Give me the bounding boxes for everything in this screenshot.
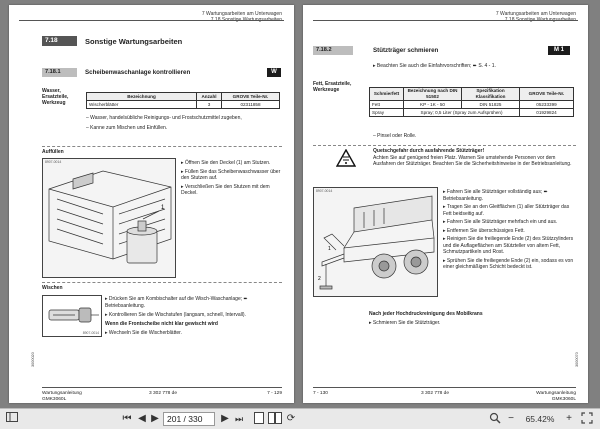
table-header: Anzahl xyxy=(197,93,222,101)
section-number: 7.18 xyxy=(42,36,77,46)
table-cell: 01929824 xyxy=(520,109,574,117)
list-item: – Wasser, handelsübliche Reinigungs- und Frostschutzmittel zugeben, xyxy=(86,115,242,121)
two-pages-icon xyxy=(268,412,282,424)
conditional-heading: Wenn die Frontscheibe nicht klar gewischt wird xyxy=(105,320,218,327)
page-right xyxy=(303,5,588,403)
divider xyxy=(42,282,282,283)
table-cell: Wischerblätter xyxy=(87,101,197,109)
zoom-level[interactable]: 65.42% xyxy=(525,414,555,424)
list-item-text: Wechseln Sie die Wischerblätter. xyxy=(108,330,182,336)
materials-label: Wasser, Ersatzteile, Werkzeug xyxy=(42,88,69,106)
list-item-text: Fahren Sie alle Stützträger mehrfach ein und aus. xyxy=(446,219,558,225)
wipe-label: Wischen xyxy=(42,285,63,291)
outrigger-figure xyxy=(313,187,438,297)
warning-block xyxy=(373,148,573,168)
lubricant-table xyxy=(369,87,574,117)
header-rule xyxy=(19,20,284,21)
subsection-number: 7.18.1 xyxy=(42,68,77,77)
page-header xyxy=(202,11,282,23)
list-item-text: Tragen Sie an den Gleitflächen (1) aller Stützträger das Fett beidseitig auf. xyxy=(443,204,570,217)
table-header: Bezeichnung xyxy=(87,93,197,101)
figure-id: 8907-0014 xyxy=(316,189,333,193)
margin-code: 3000020 xyxy=(31,352,35,367)
sidebar-toggle-icon[interactable] xyxy=(4,412,20,426)
last-page-button[interactable]: ⏭ xyxy=(234,414,244,424)
list-item-text: Drücken Sie am Kombischalter auf die Wisch-Waschanlage; ➨ Betriebsanleitung. xyxy=(105,296,248,309)
next-page-button-2[interactable]: ▶ xyxy=(221,413,229,424)
footer-doc-number: 3 302 778 de xyxy=(421,391,450,396)
footer-manual-title: Wartungsanleitung xyxy=(536,391,576,396)
list-item-text: Schmieren Sie die Stützträger. xyxy=(372,319,441,326)
figure-id: 8907-0014 xyxy=(45,160,62,164)
list-item: ▸ Fahren Sie alle Stützträger mehrfach ein und aus. xyxy=(443,219,558,225)
zoom-tool-icon[interactable] xyxy=(488,412,502,426)
list-item: ▸ Drücken Sie am Kombischalter auf die Wisch-Waschanlage; ➨ Betriebsanleitung. xyxy=(105,296,248,309)
page-number: 7 - 130 xyxy=(313,391,328,396)
header-line-2: 7.18 Sonstige Wartungsarbeiten xyxy=(504,17,576,23)
header-rule xyxy=(313,20,578,21)
list-item: ▸ Entfernen Sie überschüssiges Fett. xyxy=(443,227,525,234)
list-item-text: Fahren Sie alle Stützträger vollständig aus; ➨ Betriebsanleitung. xyxy=(443,189,548,202)
section-title: Sonstige Wartungsarbeiten xyxy=(85,37,183,46)
rotate-icon[interactable]: ⟳ xyxy=(286,413,296,424)
divider xyxy=(313,145,576,146)
table-cell: 05233399 xyxy=(520,101,574,109)
washer-reservoir-drawing xyxy=(43,159,176,278)
table-cell: Spray; 0,5 Liter (Spray zum Aufsprühen) xyxy=(404,109,520,117)
crane-outrigger-drawing xyxy=(314,188,438,297)
sidebar-icon xyxy=(6,412,18,422)
list-item: ▸ Füllen Sie das Scheibenwaschwasser über den Stutzen auf. xyxy=(181,168,281,181)
list-item: ▸ Reinigen Sie die freiliegende Ende (2) des Stützzylinders und die Auflageflächen am Stützteller von altem Fett, Schmutzpartikeln und Rost. xyxy=(443,236,574,255)
warning-title: Quetschgefahr durch ausfahrende Stützträger! xyxy=(373,148,485,154)
two-page-view-icon[interactable] xyxy=(268,412,282,426)
fit-to-window-icon[interactable] xyxy=(580,412,594,426)
instruction-list xyxy=(181,160,286,197)
footer-left xyxy=(42,391,82,402)
zoom-out-button[interactable]: − xyxy=(508,413,514,424)
list-item: ▸ Tragen Sie an den Gleitflächen (1) aller Stützträger das Fett beidseitig auf. xyxy=(443,204,570,217)
instruction-list xyxy=(105,296,285,337)
list-item-text: Verschließen Sie den Stutzen mit dem Deckel. xyxy=(181,183,270,196)
footer-model: GMK3060L xyxy=(42,396,67,402)
list-item: ▸ Sprühen Sie die freiliegende Ende (2) ein, sodass es von einer gleichmäßigen Schicht bedeckt ist. xyxy=(443,257,574,270)
list-item: ▸ Beachten Sie auch die Einfahrvorschriften; ➨ S. 4 - 1. xyxy=(373,63,496,69)
next-page-button[interactable]: ▶ xyxy=(151,413,159,424)
list-item-text: Sprühen Sie die freiliegende Ende (2) ein, sodass es von einer gleichmäßigen Schicht bedeckt ist. xyxy=(443,257,574,270)
subsection-number: 7.18.2 xyxy=(313,46,353,55)
conditional-heading: Nach jeder Hochdruckreinigung des Mobilkrans xyxy=(369,311,483,317)
list-item-text: Reinigen Sie die freiliegende Ende (2) des Stützzylinders und die Auflageflächen am Stützteller von altem Fett, Schmutzpartikeln und Rost. xyxy=(443,236,574,255)
footer-right xyxy=(536,391,576,402)
page-number-input[interactable]: 201 / 330 xyxy=(163,412,215,426)
list-item-text: Kontrollieren Sie die Wischstufen (langsam, schnell, Intervall). xyxy=(108,312,246,318)
list-item: – Pinsel oder Rolle. xyxy=(373,133,417,139)
margin-code: 3000070 xyxy=(575,352,579,367)
zoom-in-button[interactable]: + xyxy=(566,413,572,424)
table-cell: DIN 51825 xyxy=(462,101,520,109)
page-header xyxy=(496,11,576,23)
footer-rule xyxy=(42,387,282,388)
figure-id: 8907-0014 xyxy=(82,331,99,335)
callout-1: 1 xyxy=(328,246,331,252)
list-item-text: Beachten Sie auch die Einfahrvorschriften; ➨ S. 4 - 1. xyxy=(376,63,496,69)
magnifier-icon xyxy=(489,412,501,424)
list-item: – Kanne zum Mischen und Einfüllen. xyxy=(86,125,168,131)
parts-table xyxy=(86,92,280,109)
viewer-toolbar xyxy=(0,408,600,429)
list-item: ▸ Schmieren Sie die Stützträger. xyxy=(369,319,441,326)
table-header: Bezeichnung nach DIN 51502 xyxy=(404,88,462,101)
footer-rule xyxy=(313,387,576,388)
washer-reservoir-figure xyxy=(42,158,176,278)
post-cleaning-block xyxy=(369,311,574,326)
fit-icon xyxy=(581,412,593,424)
table-header: Spezifikation Klassifikation xyxy=(462,88,520,101)
page-number: 7 - 129 xyxy=(267,391,282,396)
footer-manual-title: Wartungsanleitung xyxy=(42,391,82,396)
table-header: GROVE Teile-Nr. xyxy=(222,93,280,101)
fill-label: Auffüllen xyxy=(42,149,64,155)
warning-icon xyxy=(336,149,356,167)
materials-label: Fett, Ersatzteile, Werkzeuge xyxy=(313,81,352,93)
first-page-button[interactable]: ⏮ xyxy=(122,413,132,424)
table-cell: 02311858 xyxy=(222,101,280,109)
page-icon xyxy=(254,412,264,424)
list-item: ▸ Öffnen Sie den Deckel (1) am Stutzen. xyxy=(181,160,271,166)
list-item-text: Entfernen Sie überschüssiges Fett. xyxy=(446,227,525,234)
footer-model: GMK3060L xyxy=(551,396,576,402)
table-header: GROVE Teile-Nr. xyxy=(520,88,574,101)
divider xyxy=(42,146,282,147)
single-page-view-icon[interactable] xyxy=(252,412,266,426)
list-item-text: Füllen Sie das Scheibenwaschwasser über den Stutzen auf. xyxy=(181,168,281,181)
list-item: ▸ Wechseln Sie die Wischerblätter. xyxy=(105,330,182,336)
list-item-text: Öffnen Sie den Deckel (1) am Stutzen. xyxy=(184,160,271,166)
instruction-list xyxy=(443,189,575,271)
subsection-title: Scheibenwaschanlage kontrollieren xyxy=(85,69,191,76)
footer-doc-number: 3 302 778 de xyxy=(149,391,178,396)
header-line-1: 7 Wartungsarbeiten am Unterwagen xyxy=(201,11,282,17)
table-row xyxy=(370,101,574,109)
list-item: ▸ Verschließen Sie den Stutzen mit dem Deckel. xyxy=(181,183,270,196)
subsection-title: Stützträger schmieren xyxy=(373,47,439,54)
warning-text: Achten Sie auf genügend freien Platz. Warnen Sie umstehende Personen vor dem Ausfahren der Stützträger. Beachten Sie die Sicherheitshinweise in der Betriebsanleitung. xyxy=(373,154,572,167)
list-item: ▸ Kontrollieren Sie die Wischstufen (langsam, schnell, Intervall). xyxy=(105,312,246,318)
list-item: ▸ Fahren Sie alle Stützträger vollständig aus; ➨ Betriebsanleitung. xyxy=(443,189,548,202)
table-header: Schmierfett xyxy=(370,88,404,101)
header-line-2: 7.18 Sonstige Wartungsarbeiten xyxy=(210,17,282,23)
table-row xyxy=(370,109,574,117)
table-cell: Spray xyxy=(370,109,404,117)
warning-triangle-icon xyxy=(336,149,356,167)
interval-badge: M 1 xyxy=(548,46,570,55)
callout-2: 2 xyxy=(318,276,321,282)
callout-1: 1 xyxy=(161,205,165,211)
header-line-1: 7 Wartungsarbeiten am Unterwagen xyxy=(495,11,576,17)
interval-badge: W xyxy=(267,68,281,77)
table-row xyxy=(87,101,280,109)
table-cell: KP - 1K - 50 xyxy=(404,101,462,109)
page-left xyxy=(9,5,294,403)
previous-page-button[interactable]: ◀ xyxy=(138,413,146,424)
combination-switch-figure xyxy=(42,295,102,337)
table-cell: Fett xyxy=(370,101,404,109)
table-cell: 3 xyxy=(197,101,222,109)
